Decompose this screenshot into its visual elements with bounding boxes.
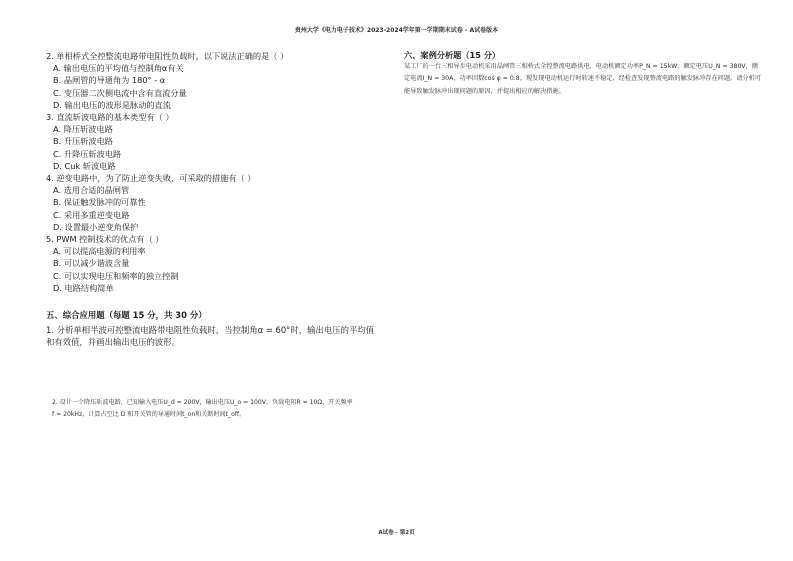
option-d: D. Cuk 斩波电路	[53, 160, 116, 171]
question-4	[46, 172, 376, 233]
section-title: 六、案例分析题（15 分）	[404, 50, 501, 60]
question-stem: 4. 逆变电路中，为了防止逆变失败，可采取的措施有（ ）	[46, 173, 256, 184]
page-header: 贵州大学《电力电子技术》2023-2024学年第一学期期末试卷 - A试卷版本	[294, 27, 499, 34]
option-c: C. 升降压斩波电路	[53, 148, 122, 159]
option-c: C. 采用多重逆变电路	[53, 209, 130, 220]
question-line-2: f = 20kHz，计算占空比 D 和开关管的导通时间t_on和关断时间t_off。	[52, 410, 246, 418]
question-stem: 2. 单相桥式全控整流电路带电阻性负载时，以下说法正确的是（ ）	[46, 51, 289, 61]
question-5	[46, 233, 376, 294]
page-footer: A试卷 - 第2页	[378, 530, 415, 536]
option-a: A. 选用合适的晶闸管	[53, 185, 130, 196]
option-a: A. 可以提高电源的利用率	[53, 246, 146, 257]
choice-questions	[46, 50, 376, 294]
question-stem: 5. PWM 控制技术的优点有（ ）	[46, 234, 164, 245]
application-question-2	[52, 397, 392, 420]
option-c: C. 可以实现电压和频率的独立控制	[53, 270, 179, 281]
section-6	[404, 49, 764, 98]
option-c: C. 变压器二次侧电流中含有直流分量	[53, 87, 187, 98]
question-stem: 3. 直流斩波电路的基本类型有（ ）	[46, 112, 174, 123]
option-a: A. 降压斩波电路	[53, 124, 113, 135]
option-d: D. 设置最小逆变角保护	[53, 221, 139, 232]
option-d: D. 输出电压的波形是脉动的直流	[53, 99, 171, 110]
question-2	[46, 50, 376, 111]
application-question-1: 1. 分析单相半波可控整流电路带电阻性负载时，当控制角α = 60°时，输出电压的平均值和有效值，并画出输出电压的波形。	[46, 324, 375, 347]
case-description: 某工厂的一台三相异步电动机采用晶闸管三相桥式全控整流电路供电，电动机额定功率P_N = 15kW，额定电压U_N = 380V，额定电流I_N = 30A，功率因数cos φ = 0.8。现发现电动机运行时转速不稳定，经检查发现整流电路的触发脉冲存在问题。请分析可能导致触发脉冲出现问题的原因，并提出相应的解决措施。	[404, 63, 761, 95]
option-a: A. 输出电压的平均值与控制角α有关	[53, 63, 184, 74]
question-line-1: 2. 设计一个降压斩波电路，已知输入电压U_d = 200V，输出电压U_o = 100V，负载电阻R = 10Ω，开关频率	[52, 399, 353, 406]
option-b: B. 保证触发脉冲的可靠性	[53, 197, 146, 208]
section-5	[46, 309, 376, 349]
option-b: B. 升压斩波电路	[53, 136, 113, 147]
option-b: B. 晶闸管的导通角为 180° - α	[53, 75, 166, 86]
option-d: D. 电路结构简单	[53, 282, 114, 293]
question-3	[46, 111, 376, 172]
option-b: B. 可以减少谐波含量	[53, 258, 130, 269]
section-title: 五、综合应用题（每题 15 分，共 30 分）	[46, 310, 207, 320]
